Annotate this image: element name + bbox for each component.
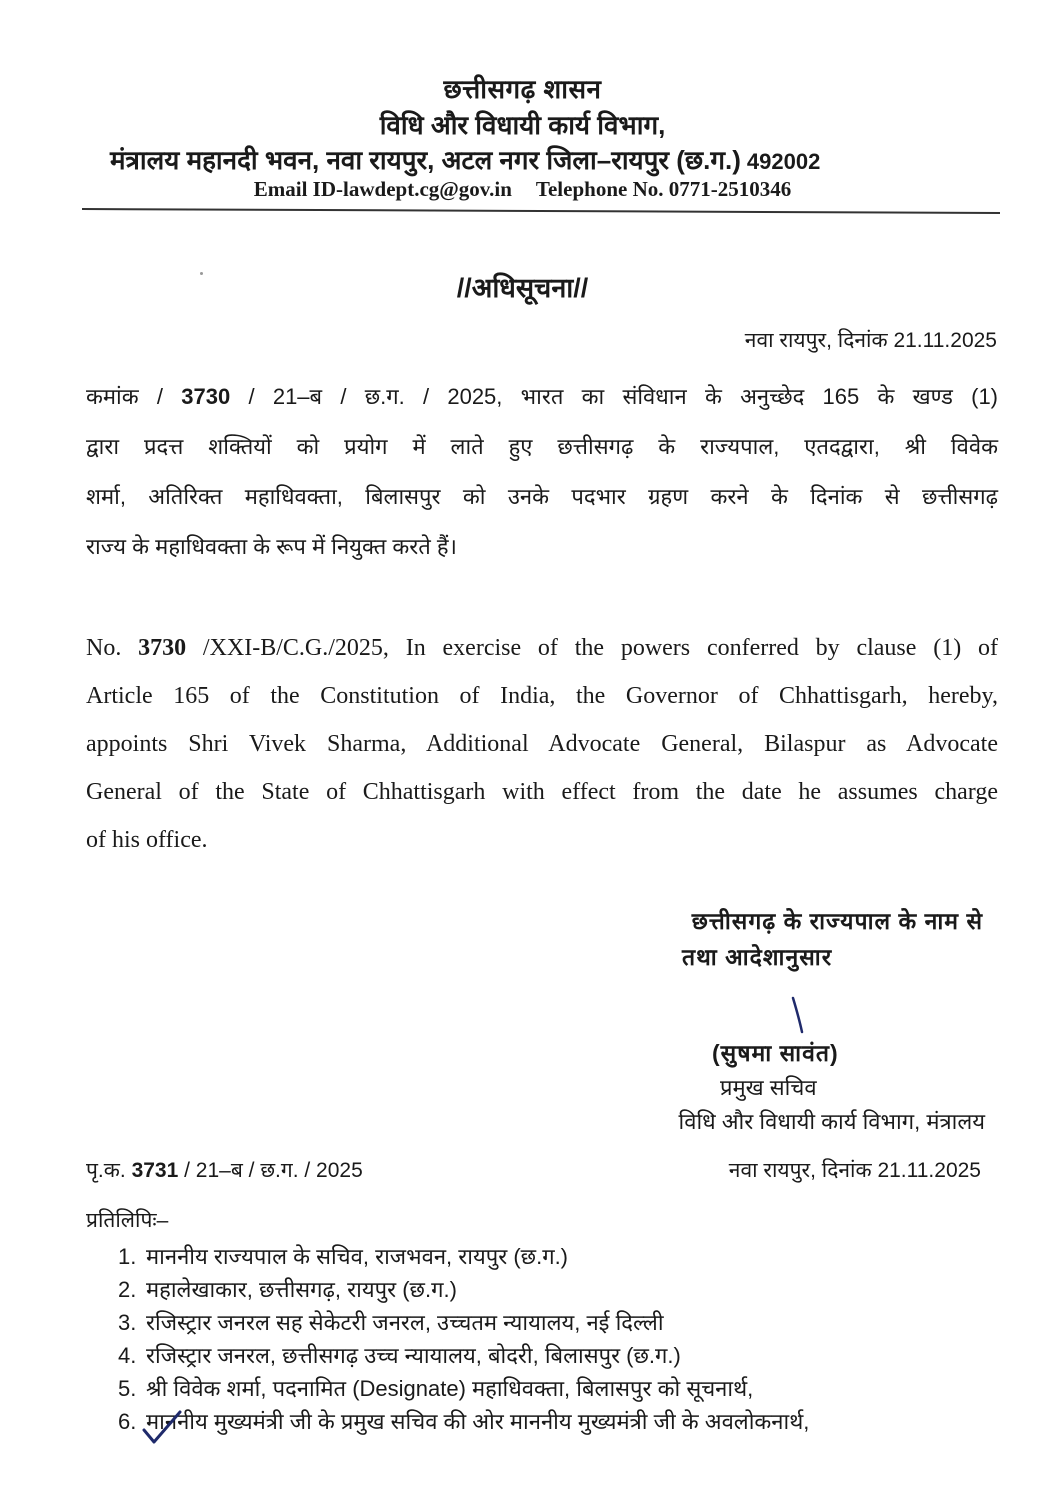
signature-order-line-2: तथा आदेशानुसार bbox=[682, 944, 833, 970]
copy-recipients-list bbox=[118, 1240, 809, 1438]
list-item: 2. महालेखाकार, छत्तीसगढ़, रायपुर (छ.ग.) bbox=[118, 1277, 457, 1302]
notification-title: //अधिसूचना// bbox=[456, 273, 589, 303]
letterhead-government: छत्तीसगढ़ शासन bbox=[443, 74, 602, 104]
english-line-1: No. 3730 /XXI-B/C.G./2025, In exercise of the powers conferred by clause (1) of bbox=[86, 635, 998, 661]
letterhead-department: विधि और विधायी कार्य विभाग, bbox=[379, 110, 666, 140]
english-line-4: General of the State of Chhattisgarh with effect from the date he assumes charge bbox=[86, 779, 998, 805]
list-item: 6. माननीय मुख्यमंत्री जी के प्रमुख सचिव की ओर माननीय मुख्यमंत्री जी के अवलोकनार्थ, bbox=[118, 1409, 810, 1434]
endorsement-number: पृ.क. 3731 / 21–ब / छ.ग. / 2025 bbox=[86, 1159, 363, 1182]
hindi-line-3: शर्मा, अतिरिक्त महाधिवक्ता, बिलासपुर को उनके पदभार ग्रहण करने के दिनांक से छत्तीसगढ़ bbox=[86, 484, 998, 509]
english-line-3: appoints Shri Vivek Sharma, Additional Advocate General, Bilaspur as Advocate bbox=[86, 731, 998, 757]
header-divider bbox=[82, 208, 1000, 214]
telephone-text: Telephone No. 0771-2510346 bbox=[535, 177, 792, 201]
english-paragraph bbox=[86, 624, 998, 864]
endorsement-place-date: नवा रायपुर, दिनांक 21.11.2025 bbox=[728, 1159, 981, 1182]
signature-order-line-1: छत्तीसगढ़ के राज्यपाल के नाम से bbox=[691, 908, 983, 934]
address-text: मंत्रालय महानदी भवन, नवा रायपुर, अटल नगर जिला–रायपुर (छ.ग.) bbox=[110, 145, 741, 175]
hindi-line-2: द्वारा प्रदत्त शक्तियों को प्रयोग में लाते हुए छत्तीसगढ़ के राज्यपाल, एतदद्वारा, श्री विवेक bbox=[86, 434, 998, 459]
hindi-line-1: कमांक / 3730 / 21–ब / छ.ग. / 2025, भारत का संविधान के अनुच्छेद 165 के खण्ड (1) bbox=[86, 384, 999, 409]
english-line-2: Article 165 of the Constitution of India, the Governor of Chhattisgarh, hereby, bbox=[86, 683, 998, 709]
list-item: 4. रजिस्ट्रार जनरल, छत्तीसगढ़ उच्च न्यायालय, बोदरी, बिलासपुर (छ.ग.) bbox=[118, 1343, 681, 1368]
list-item: 1. माननीय राज्यपाल के सचिव, राजभवन, रायपुर (छ.ग.) bbox=[118, 1244, 569, 1269]
english-line-5: of his office. bbox=[86, 827, 208, 853]
email-text: Email ID-lawdept.cg@gov.in bbox=[253, 177, 512, 201]
letterhead-address bbox=[110, 141, 820, 177]
signatory-department: विधि और विधायी कार्य विभाग, मंत्रालय bbox=[678, 1109, 985, 1134]
order-number: 3730 bbox=[181, 384, 231, 409]
hindi-paragraph bbox=[86, 372, 998, 572]
pincode: 492002 bbox=[746, 149, 821, 174]
hindi-line-4: राज्य के महाधिवक्ता के रूप में नियुक्त करते हैं। bbox=[86, 534, 457, 559]
list-item: 3. रजिस्ट्रार जनरल सह सेकेटरी जनरल, उच्चतम न्यायालय, नई दिल्ली bbox=[118, 1310, 664, 1335]
notification-place-date: नवा रायपुर, दिनांक 21.11.2025 bbox=[744, 329, 997, 352]
order-number-en: 3730 bbox=[138, 635, 187, 661]
list-item: 5. श्री विवेक शर्मा, पदनामित (Designate) महाधिवक्ता, बिलासपुर को सूचनार्थ, bbox=[118, 1376, 754, 1401]
letterhead-contact bbox=[0, 177, 1045, 202]
signatory-designation: प्रमुख सचिव bbox=[720, 1075, 817, 1100]
copy-to-label: प्रतिलिपिः– bbox=[86, 1209, 169, 1232]
signature-stroke-icon bbox=[790, 996, 806, 1036]
signatory-name: (सुषमा सावंत) bbox=[712, 1040, 839, 1066]
checkmark-icon bbox=[140, 1410, 188, 1446]
